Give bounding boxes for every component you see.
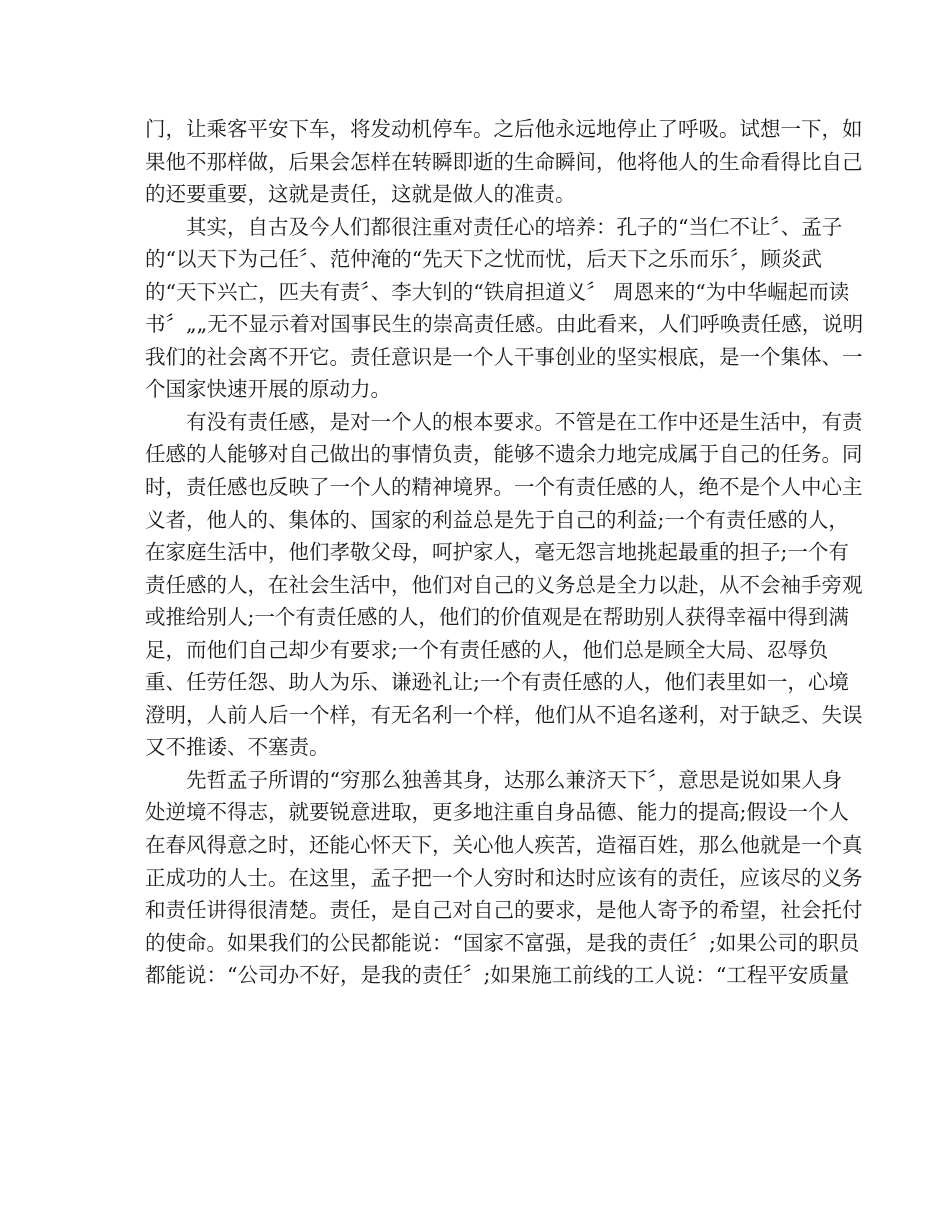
paragraph-2	[145, 211, 864, 406]
text-line: 的“以天下为己任〞、范仲淹的“先天下之忧而忧，后天下之乐而乐〞，顾炎武	[145, 247, 822, 272]
text-line: 处逆境不得志，就要锐意进取，更多地注重自身品德、能力的提高;假设一个人	[145, 800, 849, 825]
text-line: 正成功的人士。在这里，孟子把一个人穷时和达时应该有的责任，应该尽的义务	[145, 865, 863, 890]
text-line: 的使命。如果我们的公民都能说：“国家不富强，是我的责任〞;如果公司的职员	[145, 930, 860, 955]
text-line: 澄明，人前人后一个样，有无名利一个样，他们从不追名遂利，对于缺乏、失误	[145, 702, 863, 727]
text-line: 义者，他人的、集体的、国家的利益总是先于自己的利益;一个有责任感的人，	[145, 507, 849, 532]
text-line: 的“天下兴亡，匹夫有责〞、李大钊的“铁肩担道义〞 周恩来的“为中华崛起而读	[145, 279, 850, 304]
paragraph-3	[145, 406, 863, 764]
text-line: 书〞„„无不显示着对国事民生的崇高责任感。由此看来，人们呼唤责任感，说明	[145, 312, 864, 337]
text-line: 又不推诿、不塞责。	[145, 735, 330, 760]
text-line: 先哲孟子所谓的“穷那么独善其身，达那么兼济天下〞，意思是说如果人身	[186, 767, 843, 792]
text-line: 或推给别人;一个有责任感的人，他们的价值观是在帮助别人获得幸福中得到满	[145, 605, 849, 630]
text-line: 其实，自古及今人们都很注重对责任心的培养：孔子的“当仁不让〞、孟子	[186, 214, 843, 239]
text-line: 门，让乘客平安下车，将发动机停车。之后他永远地停止了呼吸。试想一下，如	[145, 117, 863, 141]
text-line: 重、任劳任怨、助人为乐、谦逊礼让;一个有责任感的人，他们表里如一，心境	[145, 670, 849, 695]
text-line: 果他不那样做，后果会怎样在转瞬即逝的生命瞬间，他将他人的生命看得比自己	[145, 149, 863, 174]
paragraph-4	[145, 764, 863, 992]
text-line: 有没有责任感，是对一个人的根本要求。不管是在工作中还是生活中，有责	[186, 409, 863, 434]
document-page	[145, 113, 864, 992]
text-line: 时，责任感也反映了一个人的精神境界。一个有责任感的人，绝不是个人中心主	[145, 475, 863, 500]
text-line: 都能说：“公司办不好，是我的责任〞;如果施工前线的工人说：“工程平安质量	[145, 963, 850, 988]
text-line: 个国家快速开展的原动力。	[145, 377, 391, 402]
text-line: 任感的人能够对自己做出的事情负责，能够不遗余力地完成属于自己的任务。同	[145, 442, 863, 467]
text-line: 足，而他们自己却少有要求;一个有责任感的人，他们总是顾全大局、忍辱负	[145, 637, 829, 662]
text-line: 责任感的人，在社会生活中，他们对自己的义务总是全力以赴，从不会袖手旁观	[145, 572, 863, 597]
text-line: 我们的社会离不开它。责任意识是一个人干事创业的坚实根底，是一个集体、一	[145, 344, 863, 369]
text-line: 在春风得意之时，还能心怀天下，关心他人疾苦，造福百姓，那么他就是一个真	[145, 833, 863, 858]
text-line: 和责任讲得很清楚。责任，是自己对自己的要求，是他人寄予的希望，社会托付	[145, 898, 863, 923]
paragraph-1	[145, 113, 863, 211]
text-line: 的还要重要，这就是责任，这就是做人的准责。	[145, 182, 576, 207]
text-line: 在家庭生活中，他们孝敬父母，呵护家人，毫无怨言地挑起最重的担子;一个有	[145, 540, 849, 565]
